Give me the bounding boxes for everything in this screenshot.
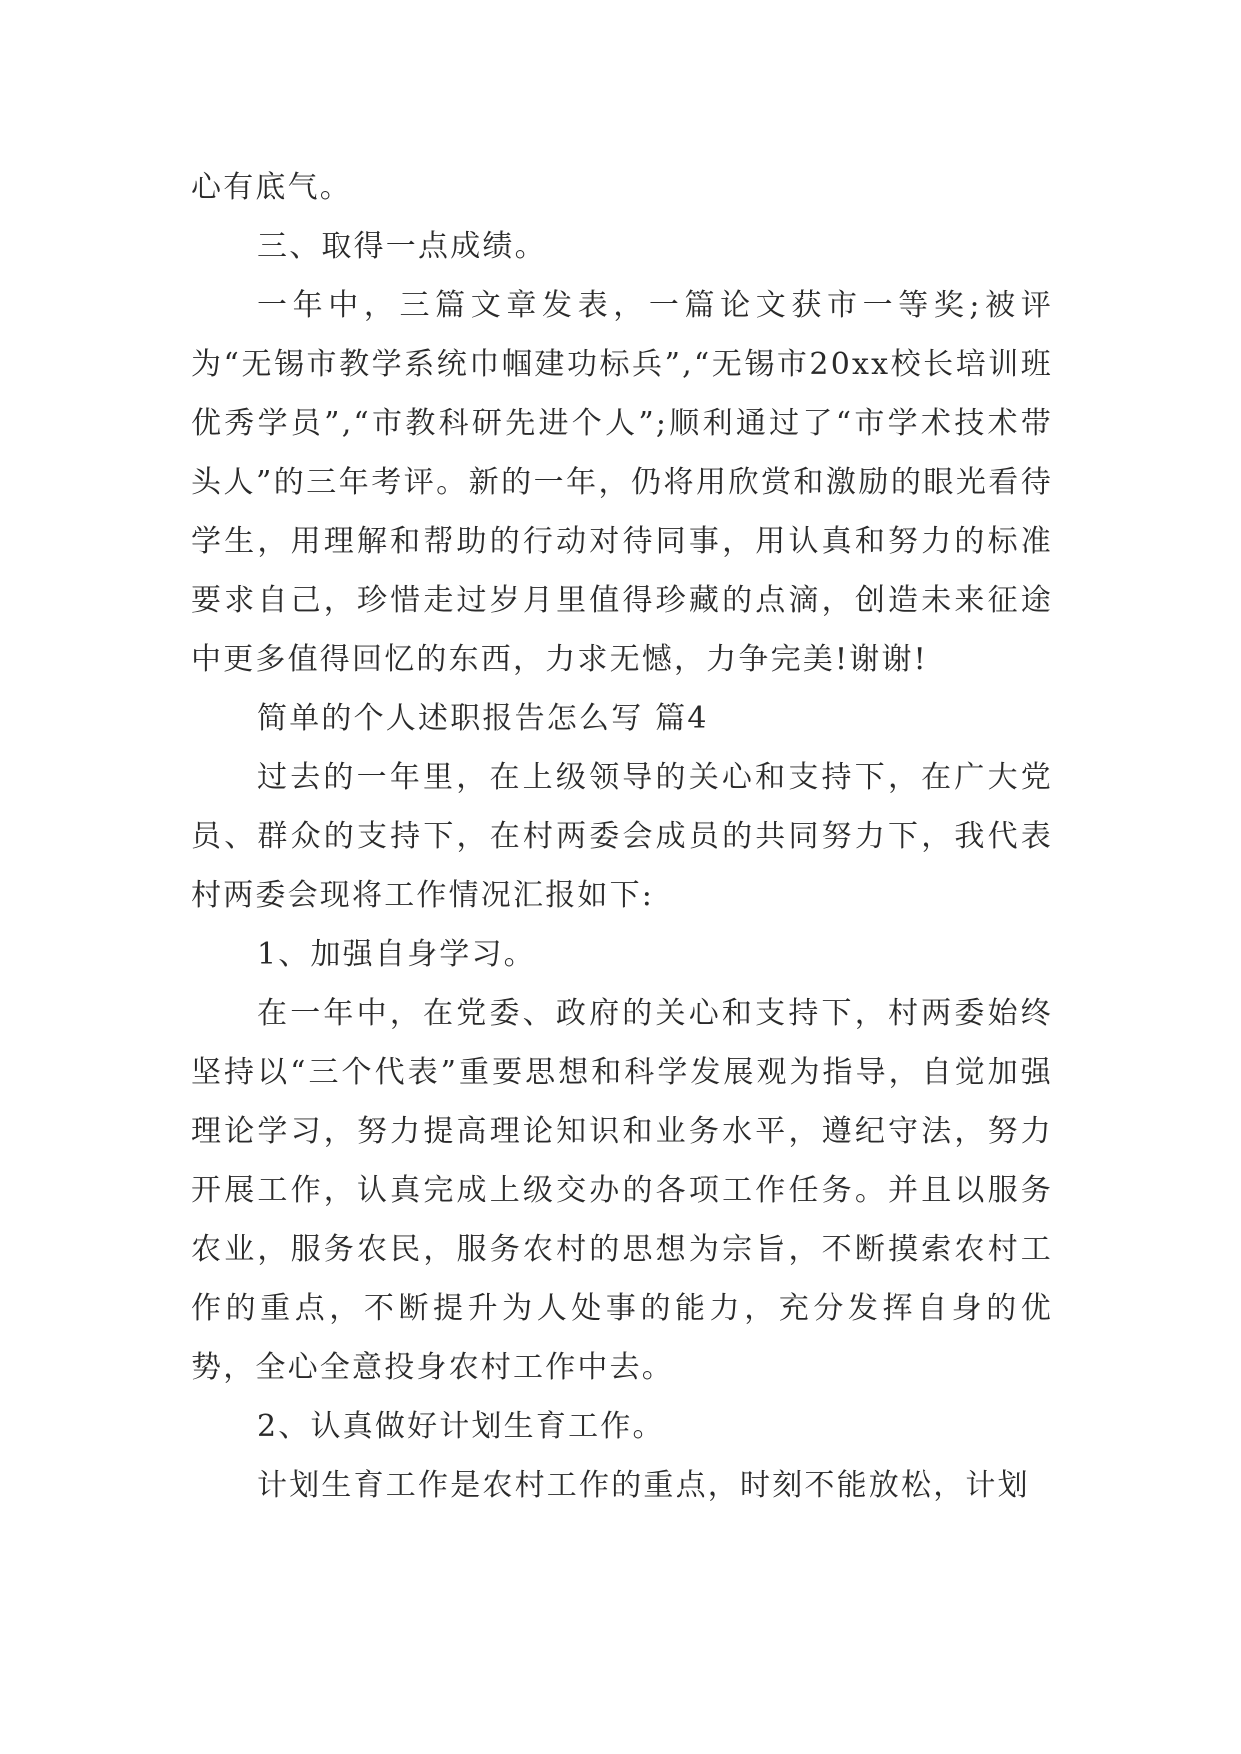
section-heading: 2、认真做好计划生育工作。 (257, 1409, 665, 1444)
section-heading: 1、加强自身学习。 (257, 937, 536, 972)
paragraph: 在一年中，在党委、政府的关心和支持下，村两委始终坚持以“三个代表”重要思想和科学发展观为指导，自觉加强理论学习，努力提高理论知识和业务水平，遵纪守法，努力开展工作，认真完成上级交办的各项工作任务。并且以服务农业，服务农民，服务农村的思想为宗旨，不断摸索农村工作的重点，不断提升为人处事的能力，充分发挥自身的优势，全心全意投身农村工作中去。 (191, 996, 1053, 1385)
section-heading: 三、取得一点成绩。 (257, 229, 547, 264)
paragraph: 一年中，三篇文章发表，一篇论文获市一等奖;被评为“无锡市教学系统巾帼建功标兵”,“无锡市20xx校长培训班优秀学员”,“市教科研先进个人”;顺利通过了“市学术技术带头人”的三年考评。新的一年，仍将用欣赏和激励的眼光看待学生，用理解和帮助的行动对待同事，用认真和努力的标准要求自己，珍惜走过岁月里值得珍藏的点滴，创造未来征途中更多值得回忆的东西，力求无憾，力争完美!谢谢! (191, 288, 1053, 677)
paragraph: 计划生育工作是农村工作的重点，时刻不能放松，计划 (257, 1468, 1030, 1503)
document-body (191, 158, 1053, 1515)
paragraph: 过去的一年里，在上级领导的关心和支持下，在广大党员、群众的支持下，在村两委会成员的共同努力下，我代表村两委会现将工作情况汇报如下: (191, 760, 1053, 913)
paragraph: 心有底气。 (191, 170, 352, 205)
article-heading: 简单的个人述职报告怎么写 篇4 (257, 701, 709, 736)
